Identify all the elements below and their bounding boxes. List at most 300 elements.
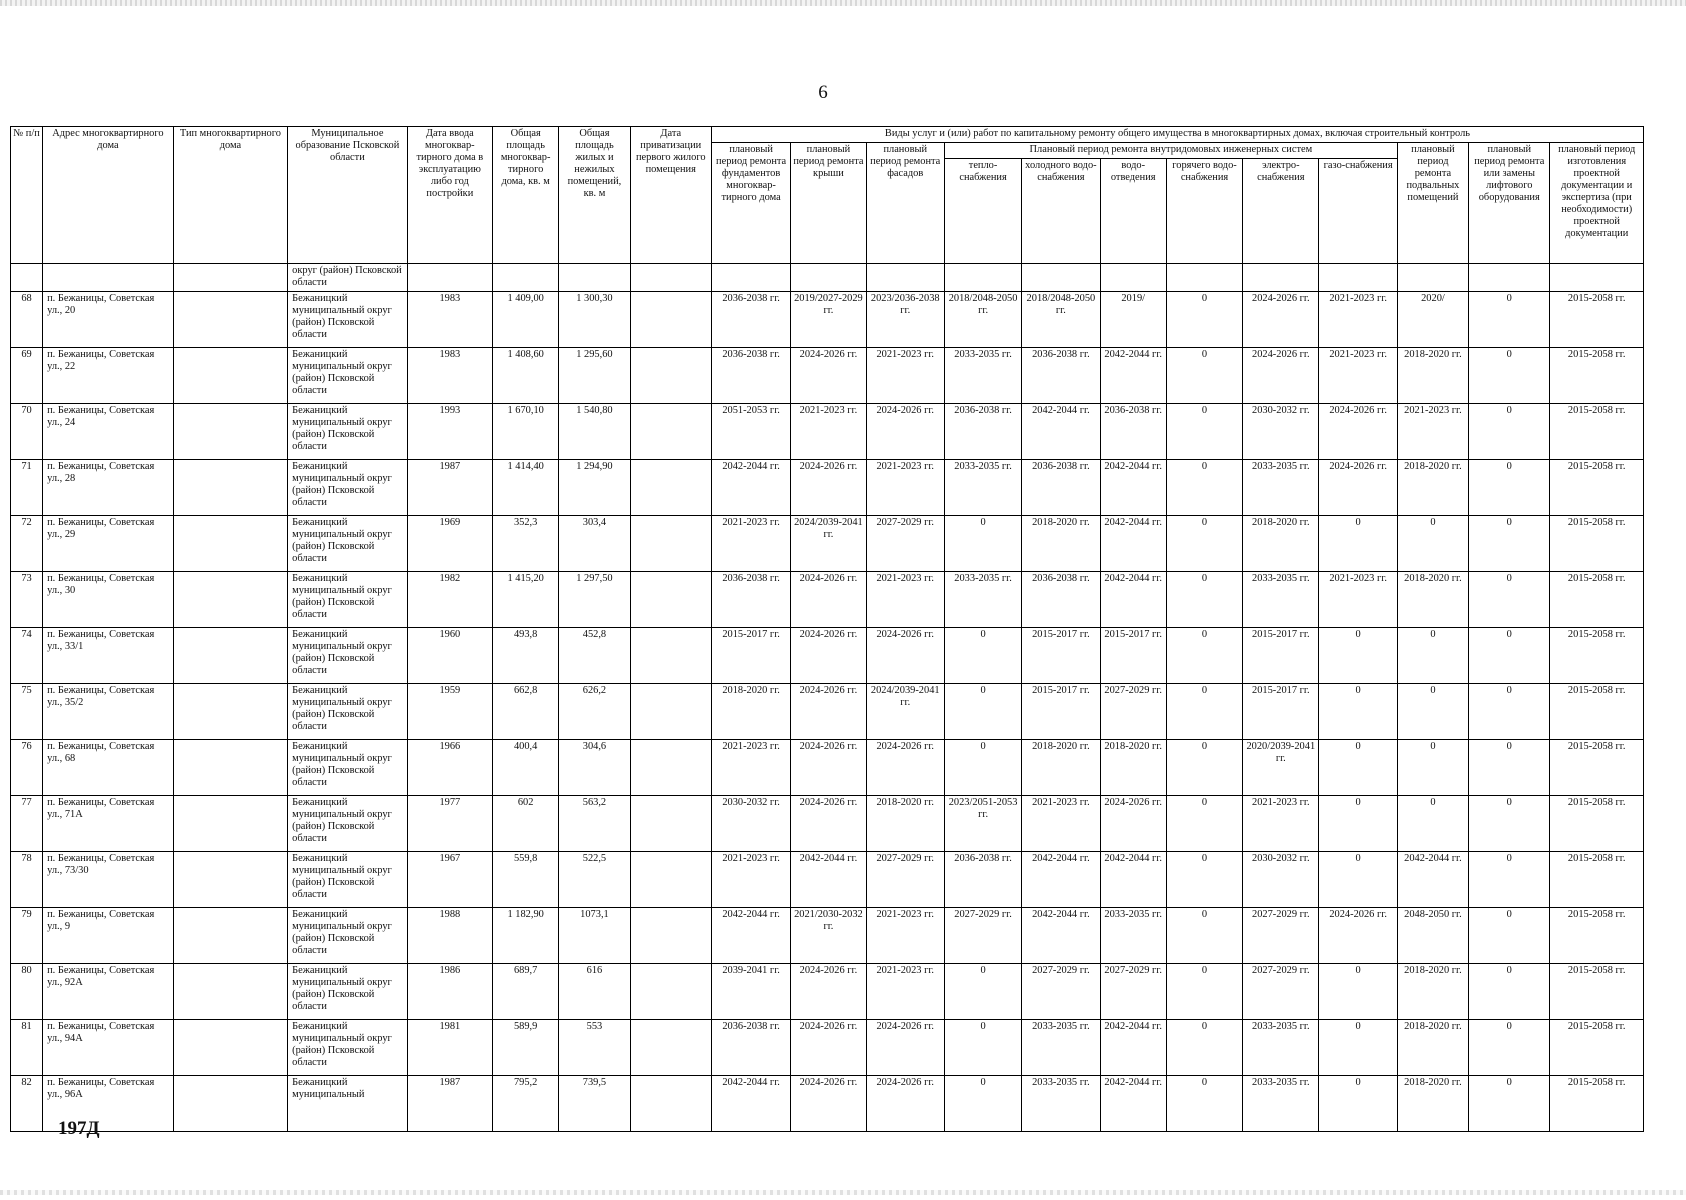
cell-residential-area: 616 bbox=[559, 964, 630, 1020]
cell-year: 1966 bbox=[407, 740, 492, 796]
cell-heat: 0 bbox=[944, 684, 1021, 740]
scan-edge-top bbox=[0, 0, 1686, 6]
cell-cold-water: 2021-2023 гг. bbox=[1022, 796, 1100, 852]
cell-roof: 2024-2026 гг. bbox=[791, 964, 866, 1020]
cell-privatization-date bbox=[630, 572, 711, 628]
table-row bbox=[11, 796, 1644, 852]
cell-elevator: 0 bbox=[1469, 404, 1550, 460]
cell-sewer: 2015-2017 гг. bbox=[1100, 628, 1166, 684]
cell-elevator: 0 bbox=[1469, 292, 1550, 348]
cell-year: 1993 bbox=[407, 404, 492, 460]
header-elevator: плановый период ремонта или замены лифтового оборудования bbox=[1469, 143, 1550, 264]
cell-residential-area: 1 295,60 bbox=[559, 348, 630, 404]
cell-elevator: 0 bbox=[1469, 516, 1550, 572]
cell-facade: 2021-2023 гг. bbox=[866, 908, 944, 964]
cell-privatization-date bbox=[630, 348, 711, 404]
cell-num: 82 bbox=[11, 1076, 43, 1132]
cell-total-area: 352,3 bbox=[493, 516, 559, 572]
cell-address: п. Бежаницы, Советская ул., 22 bbox=[43, 348, 174, 404]
cell-roof: 2024-2026 гг. bbox=[791, 684, 866, 740]
cell-cold-water: 2033-2035 гг. bbox=[1022, 1076, 1100, 1132]
cell-address: п. Бежаницы, Советская ул., 28 bbox=[43, 460, 174, 516]
cell-cold-water: 2042-2044 гг. bbox=[1022, 908, 1100, 964]
cell-roof: 2024/2039-2041 гг. bbox=[791, 516, 866, 572]
cell-municipality: Бежаницкий муниципальный округ (район) Псковской области bbox=[288, 964, 408, 1020]
cell-electric: 2027-2029 гг. bbox=[1243, 964, 1319, 1020]
cell-year: 1960 bbox=[407, 628, 492, 684]
header-type: Тип многоквартирного дома bbox=[173, 127, 287, 264]
cell-foundation: 2042-2044 гг. bbox=[711, 908, 790, 964]
cell-foundation: 2042-2044 гг. bbox=[711, 1076, 790, 1132]
cell-basement: 2018-2020 гг. bbox=[1397, 572, 1468, 628]
cell-type bbox=[173, 684, 287, 740]
table-row bbox=[11, 684, 1644, 740]
cell-type bbox=[173, 628, 287, 684]
cell-project: 2015-2058 гг. bbox=[1550, 628, 1644, 684]
cell-gas: 2024-2026 гг. bbox=[1319, 908, 1397, 964]
cell-privatization-date bbox=[630, 684, 711, 740]
cell-foundation: 2021-2023 гг. bbox=[711, 852, 790, 908]
cell-heat: 0 bbox=[944, 1020, 1021, 1076]
cell-gas: 0 bbox=[1319, 628, 1397, 684]
cell-total-area: 602 bbox=[493, 796, 559, 852]
cell-roof: 2021-2023 гг. bbox=[791, 404, 866, 460]
cell-num: 79 bbox=[11, 908, 43, 964]
cell-year: 1967 bbox=[407, 852, 492, 908]
cell-cold-water: 2015-2017 гг. bbox=[1022, 628, 1100, 684]
cell-privatization-date bbox=[630, 292, 711, 348]
cell-heat: 0 bbox=[944, 628, 1021, 684]
header-residential-area: Общая площадь жилых и нежилых помещений, кв. м bbox=[559, 127, 630, 264]
cell-num: 70 bbox=[11, 404, 43, 460]
cell-residential-area: 522,5 bbox=[559, 852, 630, 908]
cell-gas: 2021-2023 гг. bbox=[1319, 348, 1397, 404]
cell-cold-water: 2033-2035 гг. bbox=[1022, 1020, 1100, 1076]
header-basement: плановый период ремонта подвальных помещений bbox=[1397, 143, 1468, 264]
cell-gas: 2021-2023 гг. bbox=[1319, 572, 1397, 628]
cell-sewer: 2042-2044 гг. bbox=[1100, 460, 1166, 516]
cell-cold-water: 2036-2038 гг. bbox=[1022, 572, 1100, 628]
cell-sewer: 2027-2029 гг. bbox=[1100, 684, 1166, 740]
cell-facade: 2027-2029 гг. bbox=[866, 852, 944, 908]
cell-residential-area: 626,2 bbox=[559, 684, 630, 740]
cell-residential-area: 304,6 bbox=[559, 740, 630, 796]
cell-total-area: 795,2 bbox=[493, 1076, 559, 1132]
cell-type bbox=[173, 404, 287, 460]
cell-gas: 0 bbox=[1319, 964, 1397, 1020]
cell-total-area: 493,8 bbox=[493, 628, 559, 684]
cell-elevator: 0 bbox=[1469, 684, 1550, 740]
cell-elevator: 0 bbox=[1469, 1076, 1550, 1132]
cell-sewer: 2027-2029 гг. bbox=[1100, 964, 1166, 1020]
cell-facade: 2024/2039-2041 гг. bbox=[866, 684, 944, 740]
cell-roof: 2024-2026 гг. bbox=[791, 796, 866, 852]
cell-privatization-date bbox=[630, 1020, 711, 1076]
cell-privatization-date bbox=[630, 460, 711, 516]
cell-year: 1959 bbox=[407, 684, 492, 740]
cell-elevator: 0 bbox=[1469, 908, 1550, 964]
header-facade: плановый период ремонта фасадов bbox=[866, 143, 944, 264]
cell-elevator: 0 bbox=[1469, 348, 1550, 404]
cell-sewer: 2042-2044 гг. bbox=[1100, 516, 1166, 572]
cell-basement: 2018-2020 гг. bbox=[1397, 1076, 1468, 1132]
cell-address: п. Бежаницы, Советская ул., 20 bbox=[43, 292, 174, 348]
cell-basement: 2018-2020 гг. bbox=[1397, 964, 1468, 1020]
cell-cold-water: 2018-2020 гг. bbox=[1022, 740, 1100, 796]
cell-year: 1987 bbox=[407, 1076, 492, 1132]
header-total-area: Общая площадь многоквар-тирного дома, кв. м bbox=[493, 127, 559, 264]
cell-privatization-date bbox=[630, 628, 711, 684]
cell-gas: 0 bbox=[1319, 1020, 1397, 1076]
cell-municipality: Бежаницкий муниципальный округ (район) Псковской области bbox=[288, 572, 408, 628]
cell-project: 2015-2058 гг. bbox=[1550, 852, 1644, 908]
cell-heat: 0 bbox=[944, 516, 1021, 572]
cell-roof: 2024-2026 гг. bbox=[791, 572, 866, 628]
cell-privatization-date bbox=[630, 740, 711, 796]
header-address: Адрес многоквартирного дома bbox=[43, 127, 174, 264]
header-foundation: плановый период ремонта фундаментов многоквар-тирного дома bbox=[711, 143, 790, 264]
cell-heat: 2036-2038 гг. bbox=[944, 852, 1021, 908]
cell-roof: 2019/2027-2029 гг. bbox=[791, 292, 866, 348]
cell-project: 2015-2058 гг. bbox=[1550, 740, 1644, 796]
cell-sewer: 2033-2035 гг. bbox=[1100, 908, 1166, 964]
cell-municipality: Бежаницкий муниципальный округ (район) Псковской области bbox=[288, 404, 408, 460]
table-row bbox=[11, 348, 1644, 404]
cell-address: п. Бежаницы, Советская ул., 92А bbox=[43, 964, 174, 1020]
cell-sewer: 2036-2038 гг. bbox=[1100, 404, 1166, 460]
header-municipality: Муниципальное образование Псковской области bbox=[288, 127, 408, 264]
cell-num: 68 bbox=[11, 292, 43, 348]
cell-basement: 2042-2044 гг. bbox=[1397, 852, 1468, 908]
cell-municipality: Бежаницкий муниципальный округ (район) Псковской области bbox=[288, 516, 408, 572]
cell-address: п. Бежаницы, Советская ул., 68 bbox=[43, 740, 174, 796]
cell-heat: 0 bbox=[944, 964, 1021, 1020]
cell-num: 75 bbox=[11, 684, 43, 740]
cell-facade: 2027-2029 гг. bbox=[866, 516, 944, 572]
cell-residential-area: 553 bbox=[559, 1020, 630, 1076]
cell-hot-water: 0 bbox=[1166, 460, 1242, 516]
header-project: плановый период изготовления проектной документации и экспертиза (при необходимости) проектной документации bbox=[1550, 143, 1644, 264]
scan-edge-bottom bbox=[0, 1190, 1686, 1195]
cell-hot-water: 0 bbox=[1166, 796, 1242, 852]
cell-facade: 2024-2026 гг. bbox=[866, 740, 944, 796]
cell-basement: 0 bbox=[1397, 628, 1468, 684]
cell-facade: 2021-2023 гг. bbox=[866, 348, 944, 404]
table-row bbox=[11, 572, 1644, 628]
cell-year: 1982 bbox=[407, 572, 492, 628]
header-systems-group: Плановый период ремонта внутридомовых инженерных систем bbox=[944, 143, 1397, 159]
cell-foundation: 2036-2038 гг. bbox=[711, 572, 790, 628]
cell-type bbox=[173, 1020, 287, 1076]
cell-residential-area: 1 297,50 bbox=[559, 572, 630, 628]
cell-roof: 2024-2026 гг. bbox=[791, 1020, 866, 1076]
cell-roof: 2024-2026 гг. bbox=[791, 460, 866, 516]
cell-residential-area: 303,4 bbox=[559, 516, 630, 572]
cell-privatization-date bbox=[630, 1076, 711, 1132]
cell-privatization-date bbox=[630, 964, 711, 1020]
cell-total-area: 662,8 bbox=[493, 684, 559, 740]
continuation-municipality: округ (район) Псковской области bbox=[288, 264, 408, 292]
cell-roof: 2042-2044 гг. bbox=[791, 852, 866, 908]
cell-gas: 2024-2026 гг. bbox=[1319, 460, 1397, 516]
header-cold-water: холодного водо-снабжения bbox=[1022, 159, 1100, 264]
table-row bbox=[11, 460, 1644, 516]
cell-sewer: 2042-2044 гг. bbox=[1100, 572, 1166, 628]
cell-foundation: 2036-2038 гг. bbox=[711, 292, 790, 348]
header-num: № п/п bbox=[11, 127, 43, 264]
cell-gas: 2021-2023 гг. bbox=[1319, 292, 1397, 348]
cell-municipality: Бежаницкий муниципальный округ (район) Псковской области bbox=[288, 796, 408, 852]
cell-address: п. Бежаницы, Советская ул., 73/30 bbox=[43, 852, 174, 908]
table-row bbox=[11, 740, 1644, 796]
cell-project: 2015-2058 гг. bbox=[1550, 964, 1644, 1020]
cell-foundation: 2036-2038 гг. bbox=[711, 348, 790, 404]
cell-foundation: 2036-2038 гг. bbox=[711, 1020, 790, 1076]
cell-basement: 2018-2020 гг. bbox=[1397, 460, 1468, 516]
cell-facade: 2024-2026 гг. bbox=[866, 404, 944, 460]
cell-type bbox=[173, 292, 287, 348]
continuation-row bbox=[11, 264, 1644, 292]
cell-elevator: 0 bbox=[1469, 740, 1550, 796]
cell-electric: 2033-2035 гг. bbox=[1243, 460, 1319, 516]
cell-hot-water: 0 bbox=[1166, 852, 1242, 908]
cell-gas: 0 bbox=[1319, 796, 1397, 852]
cell-heat: 0 bbox=[944, 740, 1021, 796]
header-roof: плановый период ремонта крыши bbox=[791, 143, 866, 264]
cell-facade: 2024-2026 гг. bbox=[866, 1020, 944, 1076]
cell-sewer: 2042-2044 гг. bbox=[1100, 348, 1166, 404]
page-number: 6 bbox=[818, 82, 828, 103]
cell-municipality: Бежаницкий муниципальный округ (район) Псковской области bbox=[288, 740, 408, 796]
cell-year: 1986 bbox=[407, 964, 492, 1020]
cell-cold-water: 2027-2029 гг. bbox=[1022, 964, 1100, 1020]
cell-foundation: 2042-2044 гг. bbox=[711, 460, 790, 516]
table-row bbox=[11, 964, 1644, 1020]
cell-elevator: 0 bbox=[1469, 964, 1550, 1020]
cell-basement: 0 bbox=[1397, 796, 1468, 852]
cell-project: 2015-2058 гг. bbox=[1550, 572, 1644, 628]
cell-foundation: 2021-2023 гг. bbox=[711, 740, 790, 796]
cell-privatization-date bbox=[630, 908, 711, 964]
cell-total-area: 1 414,40 bbox=[493, 460, 559, 516]
cell-hot-water: 0 bbox=[1166, 404, 1242, 460]
cell-cold-water: 2036-2038 гг. bbox=[1022, 348, 1100, 404]
cell-municipality: Бежаницкий муниципальный округ (район) Псковской области bbox=[288, 1020, 408, 1076]
cell-address: п. Бежаницы, Советская ул., 24 bbox=[43, 404, 174, 460]
cell-year: 1988 bbox=[407, 908, 492, 964]
cell-roof: 2021/2030-2032 гг. bbox=[791, 908, 866, 964]
cell-num: 73 bbox=[11, 572, 43, 628]
cell-facade: 2024-2026 гг. bbox=[866, 628, 944, 684]
cell-roof: 2024-2026 гг. bbox=[791, 348, 866, 404]
cell-municipality: Бежаницкий муниципальный округ (район) Псковской области bbox=[288, 460, 408, 516]
cell-cold-water: 2015-2017 гг. bbox=[1022, 684, 1100, 740]
cell-type bbox=[173, 460, 287, 516]
cell-elevator: 0 bbox=[1469, 460, 1550, 516]
cell-num: 76 bbox=[11, 740, 43, 796]
cell-project: 2015-2058 гг. bbox=[1550, 292, 1644, 348]
cell-electric: 2021-2023 гг. bbox=[1243, 796, 1319, 852]
cell-municipality: Бежаницкий муниципальный округ (район) Псковской области bbox=[288, 628, 408, 684]
cell-sewer: 2042-2044 гг. bbox=[1100, 1076, 1166, 1132]
cell-residential-area: 1 294,90 bbox=[559, 460, 630, 516]
cell-year: 1987 bbox=[407, 460, 492, 516]
table-row bbox=[11, 516, 1644, 572]
cell-hot-water: 0 bbox=[1166, 348, 1242, 404]
cell-facade: 2023/2036-2038 гг. bbox=[866, 292, 944, 348]
table-row bbox=[11, 852, 1644, 908]
cell-heat: 2023/2051-2053 гг. bbox=[944, 796, 1021, 852]
cell-facade: 2018-2020 гг. bbox=[866, 796, 944, 852]
cell-privatization-date bbox=[630, 796, 711, 852]
cell-electric: 2015-2017 гг. bbox=[1243, 628, 1319, 684]
cell-type bbox=[173, 572, 287, 628]
cell-project: 2015-2058 гг. bbox=[1550, 1076, 1644, 1132]
cell-hot-water: 0 bbox=[1166, 1076, 1242, 1132]
header-hot-water: горячего водо-снабжения bbox=[1166, 159, 1242, 264]
cell-basement: 2018-2020 гг. bbox=[1397, 1020, 1468, 1076]
cell-hot-water: 0 bbox=[1166, 628, 1242, 684]
cell-project: 2015-2058 гг. bbox=[1550, 516, 1644, 572]
cell-roof: 2024-2026 гг. bbox=[791, 740, 866, 796]
cell-project: 2015-2058 гг. bbox=[1550, 908, 1644, 964]
cell-year: 1969 bbox=[407, 516, 492, 572]
cell-foundation: 2018-2020 гг. bbox=[711, 684, 790, 740]
cell-total-area: 400,4 bbox=[493, 740, 559, 796]
header-commission-date: Дата ввода многоквар-тирного дома в эксплуатацию либо год постройки bbox=[407, 127, 492, 264]
cell-year: 1983 bbox=[407, 348, 492, 404]
cell-sewer: 2042-2044 гг. bbox=[1100, 852, 1166, 908]
header-gas: газо-снабжения bbox=[1319, 159, 1397, 264]
cell-gas: 0 bbox=[1319, 740, 1397, 796]
cell-residential-area: 452,8 bbox=[559, 628, 630, 684]
cell-electric: 2024-2026 гг. bbox=[1243, 292, 1319, 348]
header-sewer: водо-отведения bbox=[1100, 159, 1166, 264]
cell-privatization-date bbox=[630, 516, 711, 572]
cell-hot-water: 0 bbox=[1166, 740, 1242, 796]
cell-hot-water: 0 bbox=[1166, 964, 1242, 1020]
cell-heat: 2033-2035 гг. bbox=[944, 572, 1021, 628]
cell-total-area: 559,8 bbox=[493, 852, 559, 908]
cell-type bbox=[173, 852, 287, 908]
cell-num: 74 bbox=[11, 628, 43, 684]
cell-gas: 0 bbox=[1319, 1076, 1397, 1132]
cell-cold-water: 2018-2020 гг. bbox=[1022, 516, 1100, 572]
cell-hot-water: 0 bbox=[1166, 684, 1242, 740]
cell-total-area: 1 409,00 bbox=[493, 292, 559, 348]
cell-facade: 2024-2026 гг. bbox=[866, 1076, 944, 1132]
table-row bbox=[11, 404, 1644, 460]
cell-municipality: Бежаницкий муниципальный округ (район) Псковской области bbox=[288, 684, 408, 740]
cell-year: 1983 bbox=[407, 292, 492, 348]
cell-sewer: 2018-2020 гг. bbox=[1100, 740, 1166, 796]
cell-facade: 2021-2023 гг. bbox=[866, 964, 944, 1020]
cell-electric: 2020/2039-2041 гг. bbox=[1243, 740, 1319, 796]
cell-heat: 0 bbox=[944, 1076, 1021, 1132]
cell-cold-water: 2018/2048-2050 гг. bbox=[1022, 292, 1100, 348]
cell-basement: 2021-2023 гг. bbox=[1397, 404, 1468, 460]
cell-basement: 0 bbox=[1397, 684, 1468, 740]
cell-hot-water: 0 bbox=[1166, 1020, 1242, 1076]
cell-foundation: 2051-2053 гг. bbox=[711, 404, 790, 460]
cell-type bbox=[173, 516, 287, 572]
cell-cold-water: 2042-2044 гг. bbox=[1022, 404, 1100, 460]
cell-electric: 2027-2029 гг. bbox=[1243, 908, 1319, 964]
cell-total-area: 1 670,10 bbox=[493, 404, 559, 460]
cell-electric: 2015-2017 гг. bbox=[1243, 684, 1319, 740]
cell-type bbox=[173, 1076, 287, 1132]
cell-num: 80 bbox=[11, 964, 43, 1020]
cell-electric: 2030-2032 гг. bbox=[1243, 852, 1319, 908]
cell-gas: 2024-2026 гг. bbox=[1319, 404, 1397, 460]
cell-type bbox=[173, 740, 287, 796]
cell-address: п. Бежаницы, Советская ул., 94А bbox=[43, 1020, 174, 1076]
cell-gas: 0 bbox=[1319, 852, 1397, 908]
cell-project: 2015-2058 гг. bbox=[1550, 460, 1644, 516]
cell-num: 81 bbox=[11, 1020, 43, 1076]
capital-repair-table bbox=[10, 126, 1644, 1132]
cell-total-area: 1 408,60 bbox=[493, 348, 559, 404]
cell-heat: 2036-2038 гг. bbox=[944, 404, 1021, 460]
cell-roof: 2024-2026 гг. bbox=[791, 1076, 866, 1132]
cell-project: 2015-2058 гг. bbox=[1550, 404, 1644, 460]
table-row bbox=[11, 1020, 1644, 1076]
cell-municipality: Бежаницкий муниципальный округ (район) Псковской области bbox=[288, 348, 408, 404]
cell-residential-area: 739,5 bbox=[559, 1076, 630, 1132]
cell-address: п. Бежаницы, Советская ул., 35/2 bbox=[43, 684, 174, 740]
cell-heat: 2033-2035 гг. bbox=[944, 460, 1021, 516]
cell-num: 72 bbox=[11, 516, 43, 572]
cell-num: 78 bbox=[11, 852, 43, 908]
cell-project: 2015-2058 гг. bbox=[1550, 796, 1644, 852]
cell-basement: 2018-2020 гг. bbox=[1397, 348, 1468, 404]
cell-heat: 2033-2035 гг. bbox=[944, 348, 1021, 404]
cell-privatization-date bbox=[630, 852, 711, 908]
cell-electric: 2033-2035 гг. bbox=[1243, 572, 1319, 628]
cell-municipality: Бежаницкий муниципальный округ (район) Псковской области bbox=[288, 852, 408, 908]
cell-num: 71 bbox=[11, 460, 43, 516]
cell-basement: 0 bbox=[1397, 516, 1468, 572]
cell-municipality: Бежаницкий муниципальный bbox=[288, 1076, 408, 1132]
cell-elevator: 0 bbox=[1469, 1020, 1550, 1076]
cell-heat: 2018/2048-2050 гг. bbox=[944, 292, 1021, 348]
cell-year: 1981 bbox=[407, 1020, 492, 1076]
cell-electric: 2030-2032 гг. bbox=[1243, 404, 1319, 460]
cell-electric: 2033-2035 гг. bbox=[1243, 1020, 1319, 1076]
cell-electric: 2024-2026 гг. bbox=[1243, 348, 1319, 404]
header-works-group: Виды услуг и (или) работ по капитальному ремонту общего имущества в многоквартирных домах, включая строительный контроль bbox=[711, 127, 1643, 143]
cell-foundation: 2039-2041 гг. bbox=[711, 964, 790, 1020]
cell-type bbox=[173, 964, 287, 1020]
cell-num: 69 bbox=[11, 348, 43, 404]
cell-total-area: 589,9 bbox=[493, 1020, 559, 1076]
cell-elevator: 0 bbox=[1469, 852, 1550, 908]
cell-residential-area: 1073,1 bbox=[559, 908, 630, 964]
cell-cold-water: 2036-2038 гг. bbox=[1022, 460, 1100, 516]
cell-residential-area: 1 540,80 bbox=[559, 404, 630, 460]
cell-elevator: 0 bbox=[1469, 796, 1550, 852]
cell-total-area: 1 182,90 bbox=[493, 908, 559, 964]
cell-basement: 2048-2050 гг. bbox=[1397, 908, 1468, 964]
cell-type bbox=[173, 348, 287, 404]
cell-residential-area: 563,2 bbox=[559, 796, 630, 852]
cell-cold-water: 2042-2044 гг. bbox=[1022, 852, 1100, 908]
cell-foundation: 2015-2017 гг. bbox=[711, 628, 790, 684]
cell-type bbox=[173, 908, 287, 964]
table-row bbox=[11, 628, 1644, 684]
cell-facade: 2021-2023 гг. bbox=[866, 460, 944, 516]
footer-code: 197Д bbox=[58, 1118, 100, 1139]
